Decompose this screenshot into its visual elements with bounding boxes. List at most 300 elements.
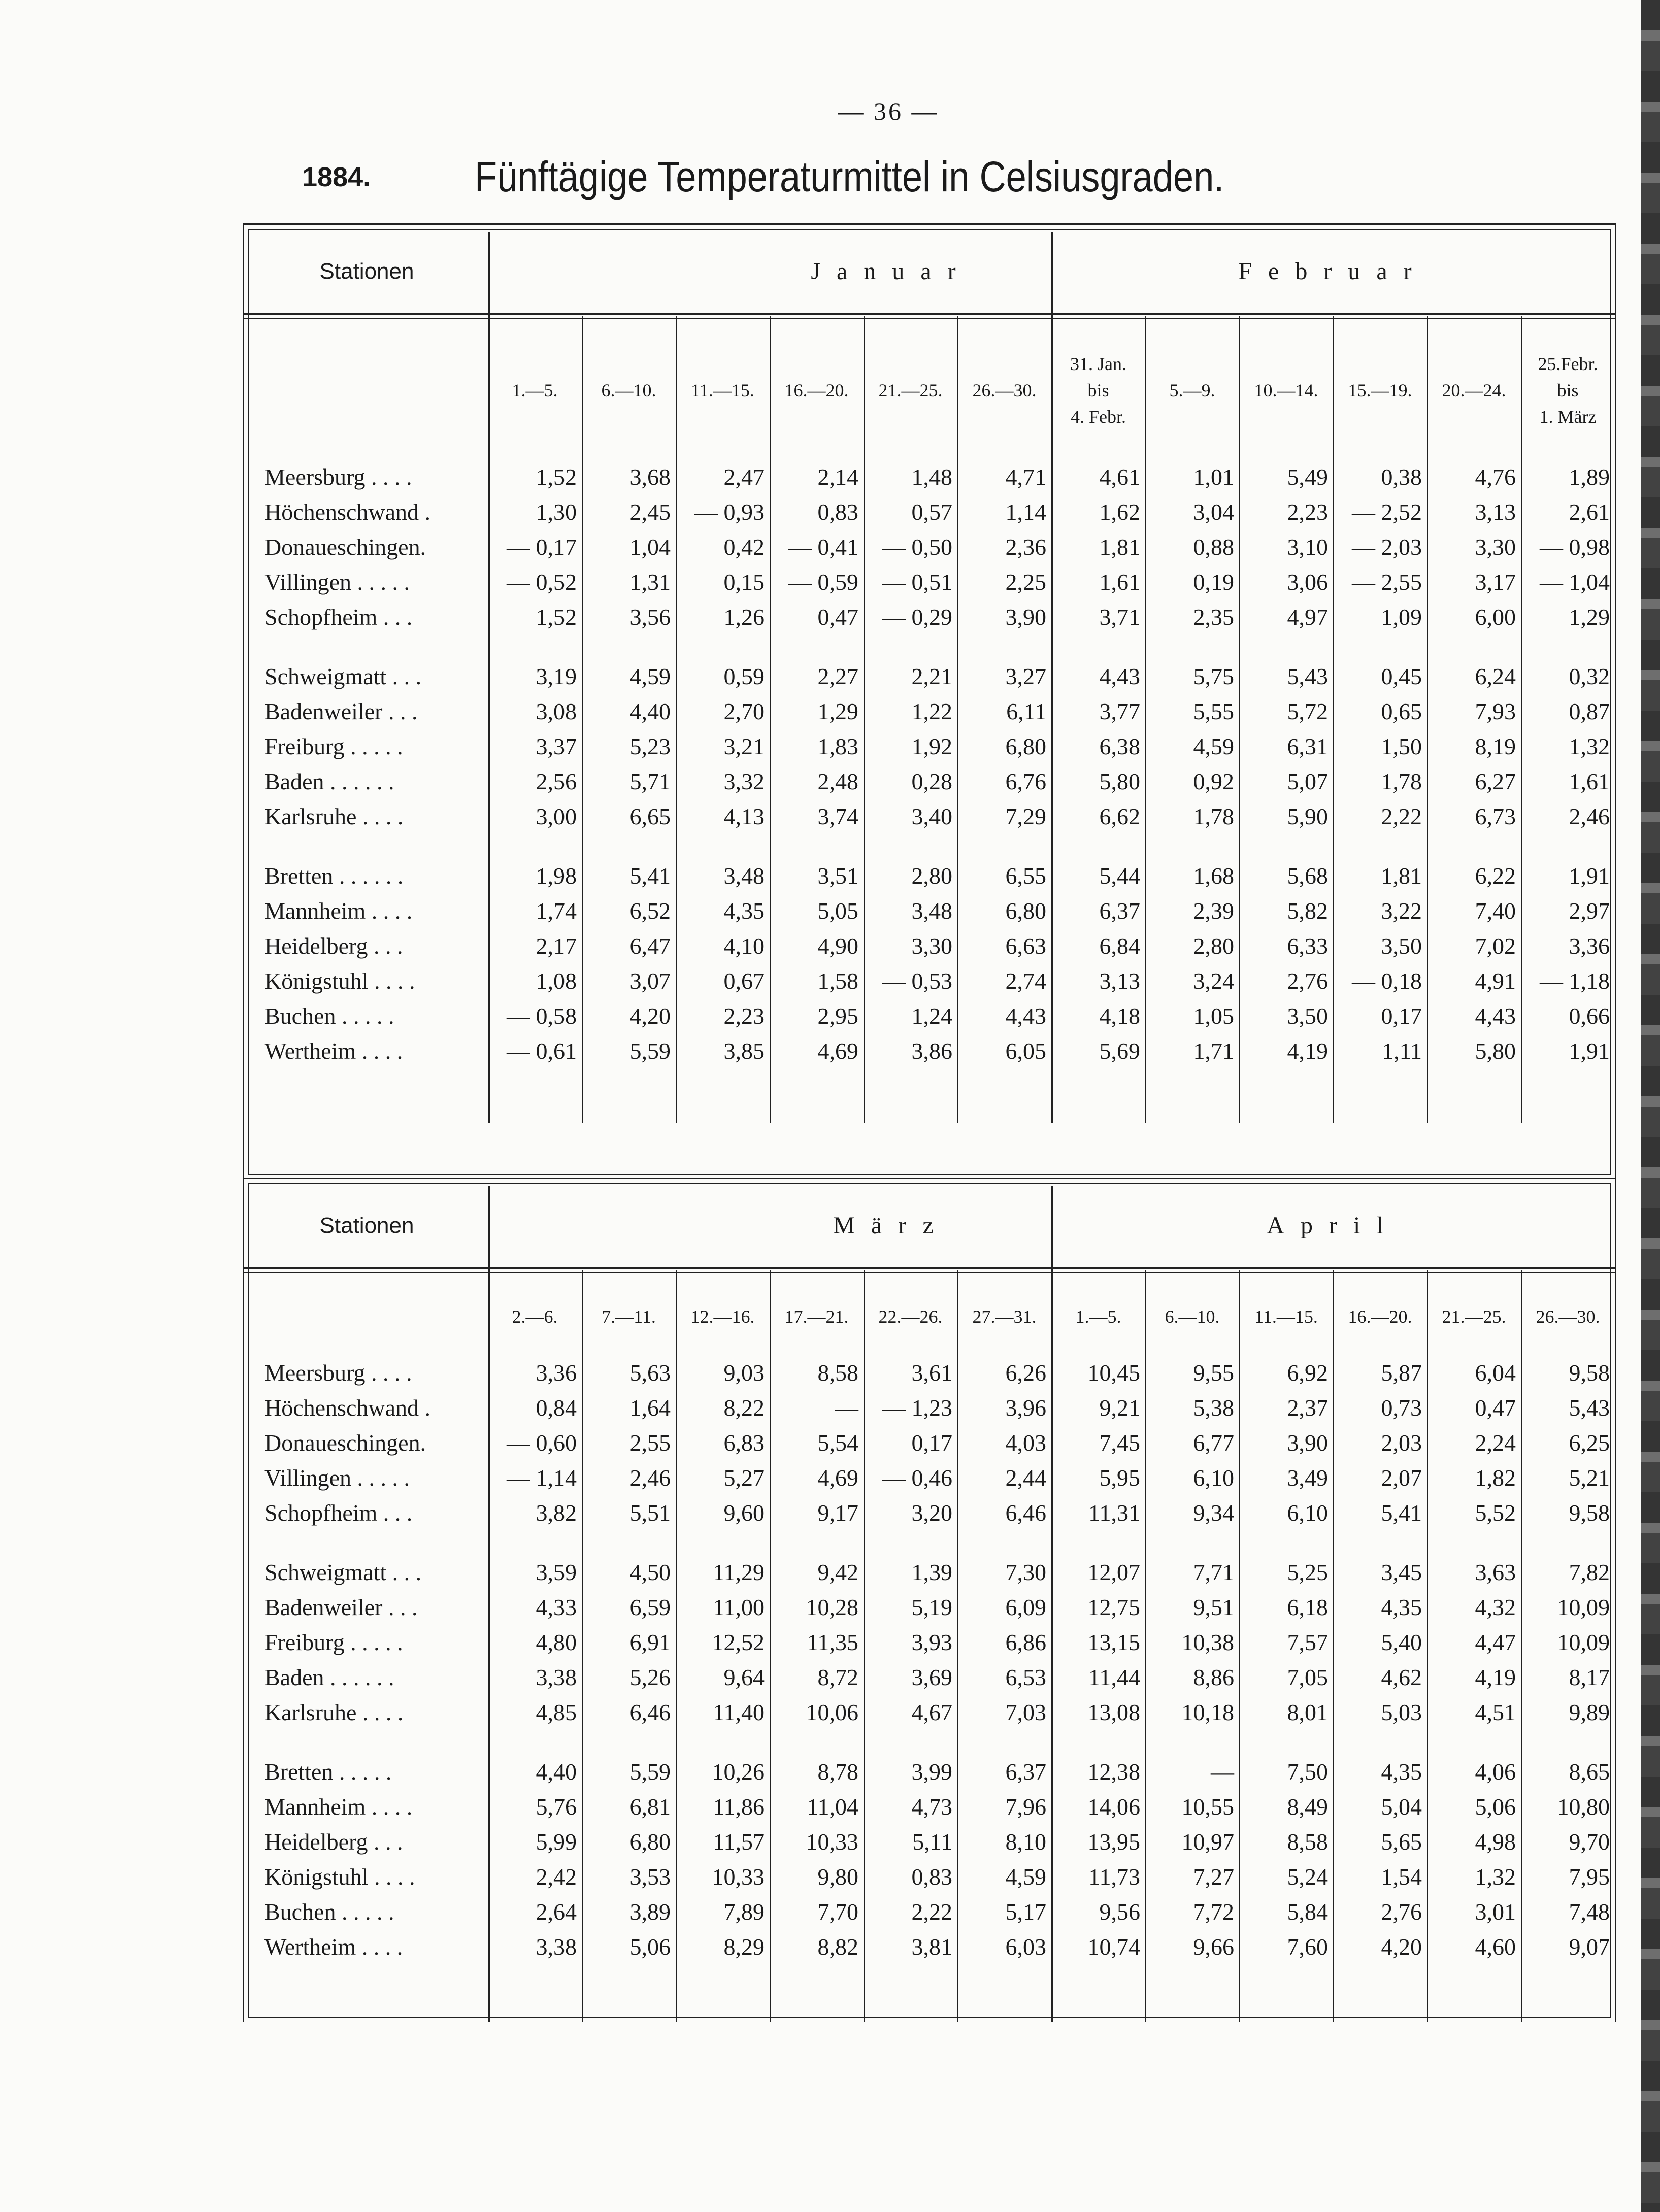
station-name: Höchenschwand . [264, 1395, 431, 1421]
table-cell: — 0,29 [882, 604, 952, 630]
table-cell: 1,14 [1005, 499, 1046, 525]
table-cell: 4,19 [1475, 1664, 1516, 1690]
divider-months [1051, 232, 1053, 1123]
table-cell: — 0,46 [882, 1465, 952, 1491]
month-header-januar: Januar [811, 258, 972, 285]
column-header: 11.—15. [691, 380, 754, 400]
table-cell: 7,82 [1569, 1559, 1610, 1585]
table-cell: 11,44 [1088, 1664, 1140, 1690]
table-cell: 2,97 [1569, 898, 1610, 924]
column-divider [1333, 316, 1334, 1123]
table-cell: — 1,14 [507, 1465, 577, 1491]
table-cell: 5,03 [1381, 1699, 1422, 1725]
table-cell: 5,07 [1287, 768, 1328, 794]
station-name: Karlsruhe . . . . [264, 803, 404, 829]
table-cell: 5,38 [1193, 1395, 1234, 1421]
table-cell: 3,61 [911, 1360, 952, 1386]
table-cell: 3,48 [723, 863, 765, 889]
table-cell: 6,76 [1005, 768, 1046, 794]
table-cell: 4,06 [1475, 1759, 1516, 1785]
table-cell: 4,69 [817, 1038, 858, 1064]
table-cell: 8,19 [1475, 733, 1516, 759]
station-name: Bretten . . . . . . [264, 863, 404, 889]
table-cell: 2,56 [536, 768, 577, 794]
table-cell: — 2,55 [1352, 569, 1422, 595]
station-name: Höchenschwand . [264, 499, 431, 525]
station-name: Schweigmatt . . . [264, 1559, 422, 1585]
month-header-maerz: März [833, 1212, 950, 1239]
table-cell: 1,81 [1099, 534, 1140, 560]
table-cell: 2,47 [723, 464, 765, 490]
table-cell: 3,68 [629, 464, 671, 490]
table-cell: 1,91 [1569, 863, 1610, 889]
column-header: 26.—30. [1536, 1306, 1600, 1327]
table-cell: 1,78 [1193, 803, 1234, 829]
table-cell: 4,51 [1475, 1699, 1516, 1725]
table-cell: 4,91 [1475, 968, 1516, 994]
column-header: 10.—14. [1254, 380, 1318, 400]
table-cell: 0,83 [911, 1864, 952, 1890]
table-cell: 5,87 [1381, 1360, 1422, 1386]
table-cell: 0,45 [1381, 663, 1422, 689]
table-cell: 5,11 [912, 1829, 952, 1855]
table-cell: 6,62 [1099, 803, 1140, 829]
table-cell: 1,52 [536, 604, 577, 630]
table-cell: 6,10 [1287, 1500, 1328, 1526]
table-cell: 4,90 [817, 933, 858, 959]
table-cell: 4,59 [1005, 1864, 1046, 1890]
column-divider [1239, 1270, 1240, 2022]
table-cell: 5,06 [1475, 1794, 1516, 1820]
table-cell: 11,57 [713, 1829, 765, 1855]
table-cell: 6,33 [1287, 933, 1328, 959]
divider-months [1051, 1186, 1053, 2022]
table-cell: — 0,59 [788, 569, 858, 595]
table-cell: 2,48 [817, 768, 858, 794]
table-cell: 5,80 [1475, 1038, 1516, 1064]
table-cell: 4,67 [911, 1699, 952, 1725]
station-name: Königstuhl . . . . [264, 968, 415, 994]
table-cell: 9,60 [723, 1500, 765, 1526]
table-cell: 4,61 [1099, 464, 1140, 490]
table-cell: — [835, 1395, 858, 1421]
table-cell: 5,80 [1099, 768, 1140, 794]
table-cell: 3,32 [723, 768, 765, 794]
table-cell: 2,17 [536, 933, 577, 959]
table-cell: 3,19 [536, 663, 577, 689]
table-cell: 12,38 [1087, 1759, 1140, 1785]
divider-stations [488, 1186, 490, 2022]
table-cell: 3,10 [1287, 534, 1328, 560]
table-cell: 2,76 [1381, 1899, 1422, 1925]
table-cell: 7,89 [723, 1899, 765, 1925]
table-cell: 3,38 [536, 1934, 577, 1960]
station-name: Schweigmatt . . . [264, 663, 422, 689]
column-header: 27.—31. [972, 1306, 1037, 1327]
table-cell: 6,26 [1005, 1360, 1046, 1386]
column-header: 16.—20. [1348, 1306, 1412, 1327]
column-divider [1145, 1270, 1146, 2022]
table-cell: — 0,58 [507, 1003, 577, 1029]
table-cell: 0,38 [1381, 464, 1422, 490]
table-cell: 6,86 [1005, 1629, 1046, 1655]
year-label: 1884. [302, 162, 371, 192]
table-cell: 4,35 [1381, 1759, 1422, 1785]
table-cell: 9,07 [1569, 1934, 1610, 1960]
table-cell: 2,76 [1287, 968, 1328, 994]
table-cell: 12,75 [1087, 1594, 1140, 1620]
table-cell: 5,17 [1005, 1899, 1046, 1925]
table-cell: 3,00 [536, 803, 577, 829]
table-cell: 1,05 [1193, 1003, 1234, 1029]
table-cell: 2,61 [1569, 499, 1610, 525]
table-cell: 1,26 [723, 604, 765, 630]
scan-edge-shadow [1641, 0, 1660, 2212]
table-cell: 10,18 [1181, 1699, 1234, 1725]
table-cell: 2,35 [1193, 604, 1234, 630]
table-cell: 11,40 [713, 1699, 765, 1725]
table-cell: 1,68 [1193, 863, 1234, 889]
table-cell: 4,62 [1381, 1664, 1422, 1690]
table-cell: — 0,52 [507, 569, 577, 595]
table-cell: 13,95 [1087, 1829, 1140, 1855]
table-cell: 4,43 [1099, 663, 1140, 689]
table-cell: 6,83 [723, 1430, 765, 1456]
table-cell: 4,32 [1475, 1594, 1516, 1620]
table-cell: 6,05 [1005, 1038, 1046, 1064]
table-cell: 6,24 [1475, 663, 1516, 689]
table-cell: 0,15 [723, 569, 765, 595]
table-cell: 0,19 [1193, 569, 1234, 595]
station-name: Donaueschingen. [264, 1430, 426, 1456]
station-name: Bretten . . . . . [264, 1759, 392, 1785]
table-cell: 12,07 [1087, 1559, 1140, 1585]
column-header: 6.—10. [1165, 1306, 1220, 1327]
table-cell: 5,90 [1287, 803, 1328, 829]
table-cell: 8,22 [723, 1395, 765, 1421]
table-cell: 4,97 [1287, 604, 1328, 630]
column-header: 12.—16. [690, 1306, 755, 1327]
column-header: 21.—25. [1442, 1306, 1506, 1327]
table-cell: 1,09 [1381, 604, 1422, 630]
table-cell: 6,37 [1099, 898, 1140, 924]
table-cell: 1,22 [911, 698, 952, 724]
column-header: 26.—30. [972, 380, 1037, 400]
table-cell: 3,30 [911, 933, 952, 959]
table-cell: 8,78 [817, 1759, 858, 1785]
table-cell: 5,63 [629, 1360, 671, 1386]
table-cell: 4,59 [1193, 733, 1234, 759]
table-cell: 1,24 [911, 1003, 952, 1029]
table-cell: 9,70 [1569, 1829, 1610, 1855]
table-cell: 1,74 [536, 898, 577, 924]
table-cell: 7,30 [1005, 1559, 1046, 1585]
table-cell: 7,95 [1569, 1864, 1610, 1890]
table-cell: 9,34 [1193, 1500, 1234, 1526]
table-cell: 1,58 [817, 968, 858, 994]
column-header: 5.—9. [1169, 380, 1215, 400]
table-cell: 3,04 [1193, 499, 1234, 525]
table-cell: 2,45 [629, 499, 671, 525]
table-cell: 10,33 [712, 1864, 765, 1890]
table-cell: 3,71 [1099, 604, 1140, 630]
column-divider [864, 316, 865, 1123]
table-cell: 10,26 [712, 1759, 765, 1785]
page-number: — 36 — [838, 97, 939, 125]
table-cell: 1,61 [1569, 768, 1610, 794]
table-cell: 5,51 [629, 1500, 671, 1526]
table-cell: 7,27 [1193, 1864, 1234, 1890]
table-cell: — 1,18 [1540, 968, 1610, 994]
table-cell: 14,06 [1087, 1794, 1140, 1820]
table-cell: 6,52 [629, 898, 671, 924]
table-cell: 0,83 [817, 499, 858, 525]
table-cell: 8,86 [1193, 1664, 1234, 1690]
table-cell: 2,25 [1005, 569, 1046, 595]
station-name: Mannheim . . . . [264, 898, 413, 924]
month-header-februar: Februar [1238, 258, 1428, 285]
table-cell: 3,90 [1005, 604, 1046, 630]
table-cell: 5,52 [1475, 1500, 1516, 1526]
station-name: Mannheim . . . . [264, 1794, 413, 1820]
table-cell: 7,96 [1005, 1794, 1046, 1820]
table-cell: 9,03 [723, 1360, 765, 1386]
table-cell: 5,54 [817, 1430, 858, 1456]
table-cell: 4,50 [629, 1559, 671, 1585]
table-cell: 4,71 [1005, 464, 1046, 490]
table-cell: 4,40 [536, 1759, 577, 1785]
table-cell: 6,53 [1005, 1664, 1046, 1690]
table-cell: 5,71 [629, 768, 671, 794]
table-cell: — 0,50 [882, 534, 952, 560]
table-cell: 6,55 [1005, 863, 1046, 889]
table-cell: 6,63 [1005, 933, 1046, 959]
table-cell: 5,19 [911, 1594, 952, 1620]
table-cell: 1,11 [1382, 1038, 1422, 1064]
table-cell: 3,01 [1475, 1899, 1516, 1925]
column-divider [1521, 1270, 1522, 2022]
table-cell: 0,87 [1569, 698, 1610, 724]
table-cell: 7,45 [1099, 1430, 1140, 1456]
table-cell: 3,37 [536, 733, 577, 759]
table-cell: 1,89 [1569, 464, 1610, 490]
column-header: 16.—20. [784, 380, 849, 400]
table-cell: 3,56 [629, 604, 671, 630]
table-cell: 1,08 [536, 968, 577, 994]
table-cell: 5,44 [1099, 863, 1140, 889]
table-cell: — 0,17 [507, 534, 577, 560]
table-cell: 3,08 [536, 698, 577, 724]
table-cell: 4,33 [536, 1594, 577, 1620]
table-cell: 6,18 [1287, 1594, 1328, 1620]
table-cell: 11,35 [807, 1629, 858, 1655]
table-cell: 2,70 [723, 698, 765, 724]
table-cell: 10,06 [806, 1699, 858, 1725]
column-header: 21.—25. [878, 380, 943, 400]
table-cell: 0,47 [817, 604, 858, 630]
column-header: 22.—26. [878, 1306, 943, 1327]
table-cell: 5,05 [817, 898, 858, 924]
table-cell: 13,15 [1087, 1629, 1140, 1655]
table-cell: 3,48 [911, 898, 952, 924]
table-cell: 3,89 [629, 1899, 671, 1925]
table-cell: 4,73 [911, 1794, 952, 1820]
station-name: Königstuhl . . . . [264, 1864, 415, 1890]
table-cell: 6,84 [1099, 933, 1140, 959]
table-cell: 3,69 [911, 1664, 952, 1690]
table-cell: 3,96 [1005, 1395, 1046, 1421]
table-cell: 3,40 [911, 803, 952, 829]
table-cell: 9,89 [1569, 1699, 1610, 1725]
table-cell: 9,58 [1569, 1500, 1610, 1526]
table-cell: 8,58 [1287, 1829, 1328, 1855]
table-cell: 3,82 [536, 1500, 577, 1526]
station-name: Buchen . . . . . [264, 1003, 394, 1029]
table-cell: 1,30 [536, 499, 577, 525]
table-cell: 1,62 [1099, 499, 1140, 525]
table-cell: 2,24 [1475, 1430, 1516, 1456]
table-cell: 4,69 [817, 1465, 858, 1491]
table-cell: 1,31 [629, 569, 671, 595]
table-cell: 0,28 [911, 768, 952, 794]
table-cell: 5,59 [629, 1759, 671, 1785]
table-cell: 3,07 [629, 968, 671, 994]
table-cell: 1,71 [1193, 1038, 1234, 1064]
stations-header: Stationen [319, 258, 414, 284]
column-divider [1239, 316, 1240, 1123]
table-cell: 9,56 [1099, 1899, 1140, 1925]
table-cell: 6,27 [1475, 768, 1516, 794]
station-name: Schopfheim . . . [264, 604, 413, 630]
table-cell: 2,55 [629, 1430, 671, 1456]
table-cell: 4,60 [1475, 1934, 1516, 1960]
table-cell: 9,42 [817, 1559, 858, 1585]
table-cell: 3,45 [1381, 1559, 1422, 1585]
station-name: Freiburg . . . . . [264, 1629, 403, 1655]
table-cell: 10,09 [1557, 1629, 1610, 1655]
table-cell: 7,05 [1287, 1664, 1328, 1690]
table-cell: 7,57 [1287, 1629, 1328, 1655]
column-header: 11.—15. [1254, 1306, 1318, 1327]
table-cell: 6,38 [1099, 733, 1140, 759]
column-header: 31. Jan. bis 4. Febr. [1070, 354, 1126, 427]
table-cell: 1,92 [911, 733, 952, 759]
station-name: Villingen . . . . . [264, 1465, 410, 1491]
table-cell: 5,23 [629, 733, 671, 759]
table-cell: 8,10 [1005, 1829, 1046, 1855]
table-march-april [243, 1178, 1616, 2022]
divider-stations [488, 232, 490, 1123]
table-cell: 2,80 [911, 863, 952, 889]
column-divider [864, 1270, 865, 2022]
table-cell: 6,80 [629, 1829, 671, 1855]
table-cell: 4,20 [1381, 1934, 1422, 1960]
table-cell: 5,41 [629, 863, 671, 889]
table-cell: 0,92 [1193, 768, 1234, 794]
table-cell: 5,84 [1287, 1899, 1328, 1925]
table-cell: 2,37 [1287, 1395, 1328, 1421]
table-cell: 11,00 [713, 1594, 765, 1620]
table-cell: 5,82 [1287, 898, 1328, 924]
table-cell: 3,50 [1287, 1003, 1328, 1029]
station-name: Buchen . . . . . [264, 1899, 394, 1925]
table-cell: 6,09 [1005, 1594, 1046, 1620]
table-january-february [243, 223, 1616, 1181]
header-rule [244, 1267, 1615, 1273]
table-cell: 5,68 [1287, 863, 1328, 889]
table-cell: 4,80 [536, 1629, 577, 1655]
table-cell: 4,35 [723, 898, 765, 924]
table-cell: 3,59 [536, 1559, 577, 1585]
table-cell: 3,51 [817, 863, 858, 889]
table-cell: 1,01 [1193, 464, 1234, 490]
station-name: Baden . . . . . . [264, 1664, 394, 1690]
table-cell: 0,84 [536, 1395, 577, 1421]
table-cell: — 0,18 [1352, 968, 1422, 994]
table-cell: 6,10 [1193, 1465, 1234, 1491]
table-cell: 3,38 [536, 1664, 577, 1690]
table-cell: 3,77 [1099, 698, 1140, 724]
station-name: Heidelberg . . . [264, 1829, 403, 1855]
table-cell: 10,80 [1557, 1794, 1610, 1820]
table-cell: 1,61 [1099, 569, 1140, 595]
table-cell: 5,49 [1287, 464, 1328, 490]
table-cell: 6,46 [629, 1699, 671, 1725]
table-cell: 2,46 [629, 1465, 671, 1491]
table-cell: 3,24 [1193, 968, 1234, 994]
table-cell: 7,03 [1005, 1699, 1046, 1725]
column-divider [1427, 1270, 1428, 2022]
table-cell: 6,47 [629, 933, 671, 959]
station-name: Freiburg . . . . . [264, 733, 403, 759]
table-cell: 3,06 [1287, 569, 1328, 595]
column-divider [582, 316, 583, 1123]
station-name: Karlsruhe . . . . [264, 1699, 404, 1725]
column-divider [770, 316, 771, 1123]
table-cell: 10,97 [1181, 1829, 1234, 1855]
table-cell: 4,98 [1475, 1829, 1516, 1855]
table-cell: 3,13 [1475, 499, 1516, 525]
table-cell: 1,29 [817, 698, 858, 724]
table-cell: 7,48 [1569, 1899, 1610, 1925]
column-divider [582, 1270, 583, 2022]
table-cell: 2,95 [817, 1003, 858, 1029]
column-divider [1333, 1270, 1334, 2022]
table-cell: — 2,03 [1352, 534, 1422, 560]
column-header: 2.—6. [512, 1306, 558, 1327]
table-cell: 6,03 [1005, 1934, 1046, 1960]
table-cell: 4,43 [1475, 1003, 1516, 1029]
table-cell: 11,29 [713, 1559, 765, 1585]
table-cell: 1,29 [1569, 604, 1610, 630]
table-cell: 2,64 [536, 1899, 577, 1925]
table-cell: 2,22 [1381, 803, 1422, 829]
table-cell: 4,35 [1381, 1594, 1422, 1620]
table-cell: 6,37 [1005, 1759, 1046, 1785]
stations-header: Stationen [319, 1213, 414, 1238]
table-cell: 8,49 [1287, 1794, 1328, 1820]
table-cell: 7,70 [817, 1899, 858, 1925]
table-cell: 1,54 [1381, 1864, 1422, 1890]
table-cell: — [1211, 1759, 1234, 1785]
table-cell: 6,73 [1475, 803, 1516, 829]
table-cell: 4,10 [723, 933, 765, 959]
table-cell: 10,09 [1557, 1594, 1610, 1620]
table-cell: 5,76 [536, 1794, 577, 1820]
table-cell: 5,65 [1381, 1829, 1422, 1855]
table-cell: 3,50 [1381, 933, 1422, 959]
table-cell: 7,60 [1287, 1934, 1328, 1960]
